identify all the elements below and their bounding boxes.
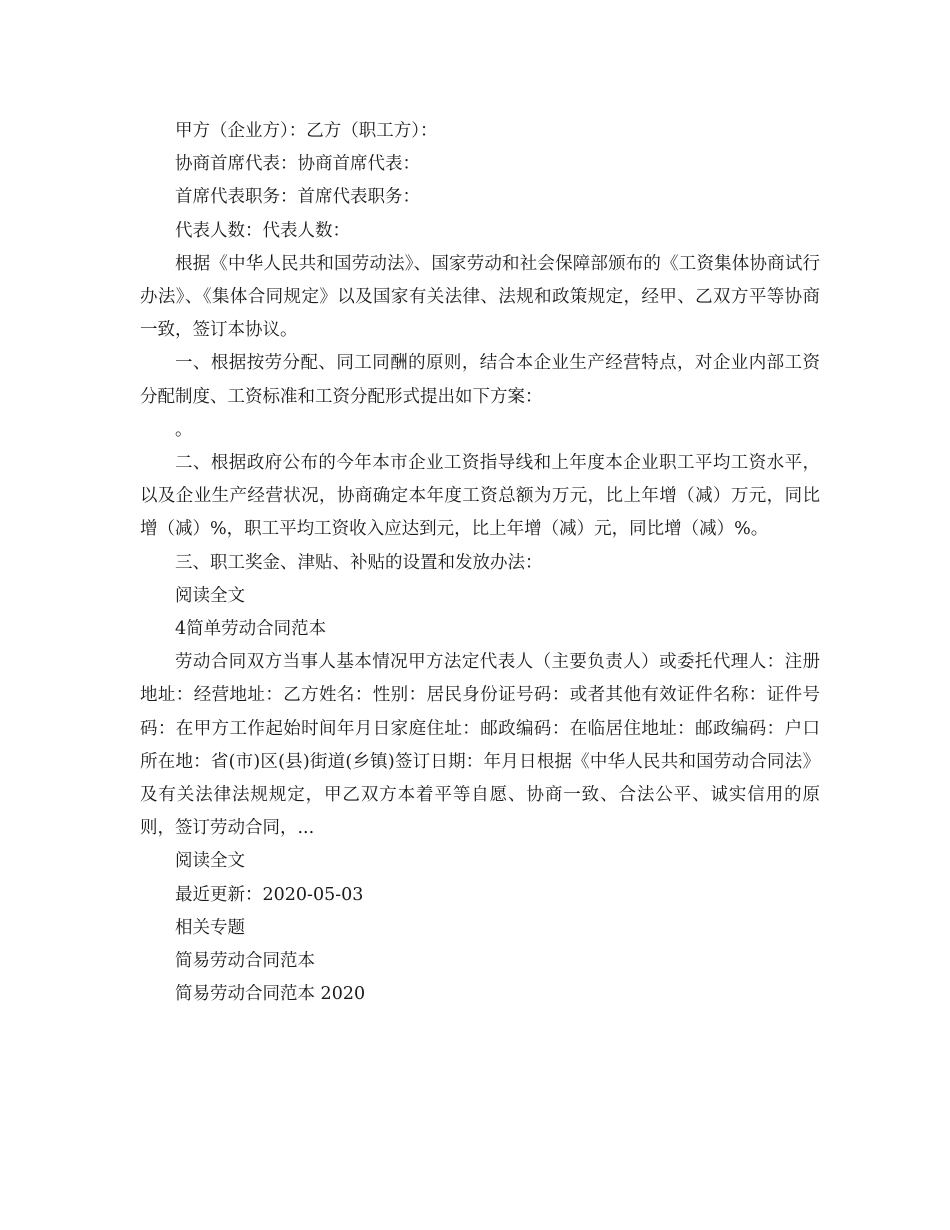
representative-count-line: 代表人数：代表人数： <box>175 220 350 241</box>
contract-summary: 劳动合同双方当事人基本情况甲方法定代表人（主要负责人）或委托代理人：注册地址：经营地址：乙方姓名：性别：居民身份证号码：或者其他有效证件名称：证件号码：在甲方工作起始时间年月日家庭住址：邮政编码：在临居住地址：邮政编码：户口所在地：省(市)区(县)街道(乡镇)签订日期：年月日根据《中华人民共和国劳动合同法》及有关法律法规规定，甲乙双方本着平等自愿、协商一致、合法公平、诚实信用的原则，签订劳动合同，... <box>140 652 820 839</box>
read-more-link[interactable]: 阅读全文 <box>175 585 245 606</box>
clause-two-paragraph: 二、根据政府公布的今年本市企业工资指导线和上年度本企业职工平均工资水平，以及企业生产经营状况，协商确定本年度工资总额为万元，比上年增（减）万元，同比增（减）%，职工平均工资收入应达到元，比上年增（减）元，同比增（减）%。 <box>140 453 820 540</box>
party-line: 甲方（企业方）：乙方（职工方）： <box>175 121 438 141</box>
chief-position-line: 首席代表职务：首席代表职务： <box>175 187 420 208</box>
last-updated: 最近更新：2020-05-03 <box>175 884 364 905</box>
preamble-paragraph: 根据《中华人民共和国劳动法》、国家劳动和社会保障部颁布的《工资集体协商试行办法》、《集体合同规定》以及国家有关法律、法规和政策规定，经甲、乙双方平等协商一致，签订本协议。 <box>140 253 820 341</box>
clause-three-paragraph: 三、职工奖金、津贴、补贴的设置和发放办法： <box>175 552 543 573</box>
chief-representative-line: 协商首席代表：协商首席代表： <box>175 154 420 175</box>
section-title: 4简单劳动合同范本 <box>175 619 327 640</box>
related-topics-heading: 相关专题 <box>175 917 245 938</box>
clause-one-paragraph: 一、根据按劳分配、同工同酬的原则，结合本企业生产经营特点，对企业内部工资分配制度、工资标准和工资分配形式提出如下方案： <box>140 353 820 407</box>
related-topic-link[interactable]: 简易劳动合同范本 2020 <box>175 984 366 1005</box>
related-topic-link[interactable]: 简易劳动合同范本 <box>175 951 315 972</box>
read-more-link[interactable]: 阅读全文 <box>175 851 245 872</box>
document-page <box>140 115 820 1011</box>
clause-one-blank: 。 <box>175 419 193 440</box>
